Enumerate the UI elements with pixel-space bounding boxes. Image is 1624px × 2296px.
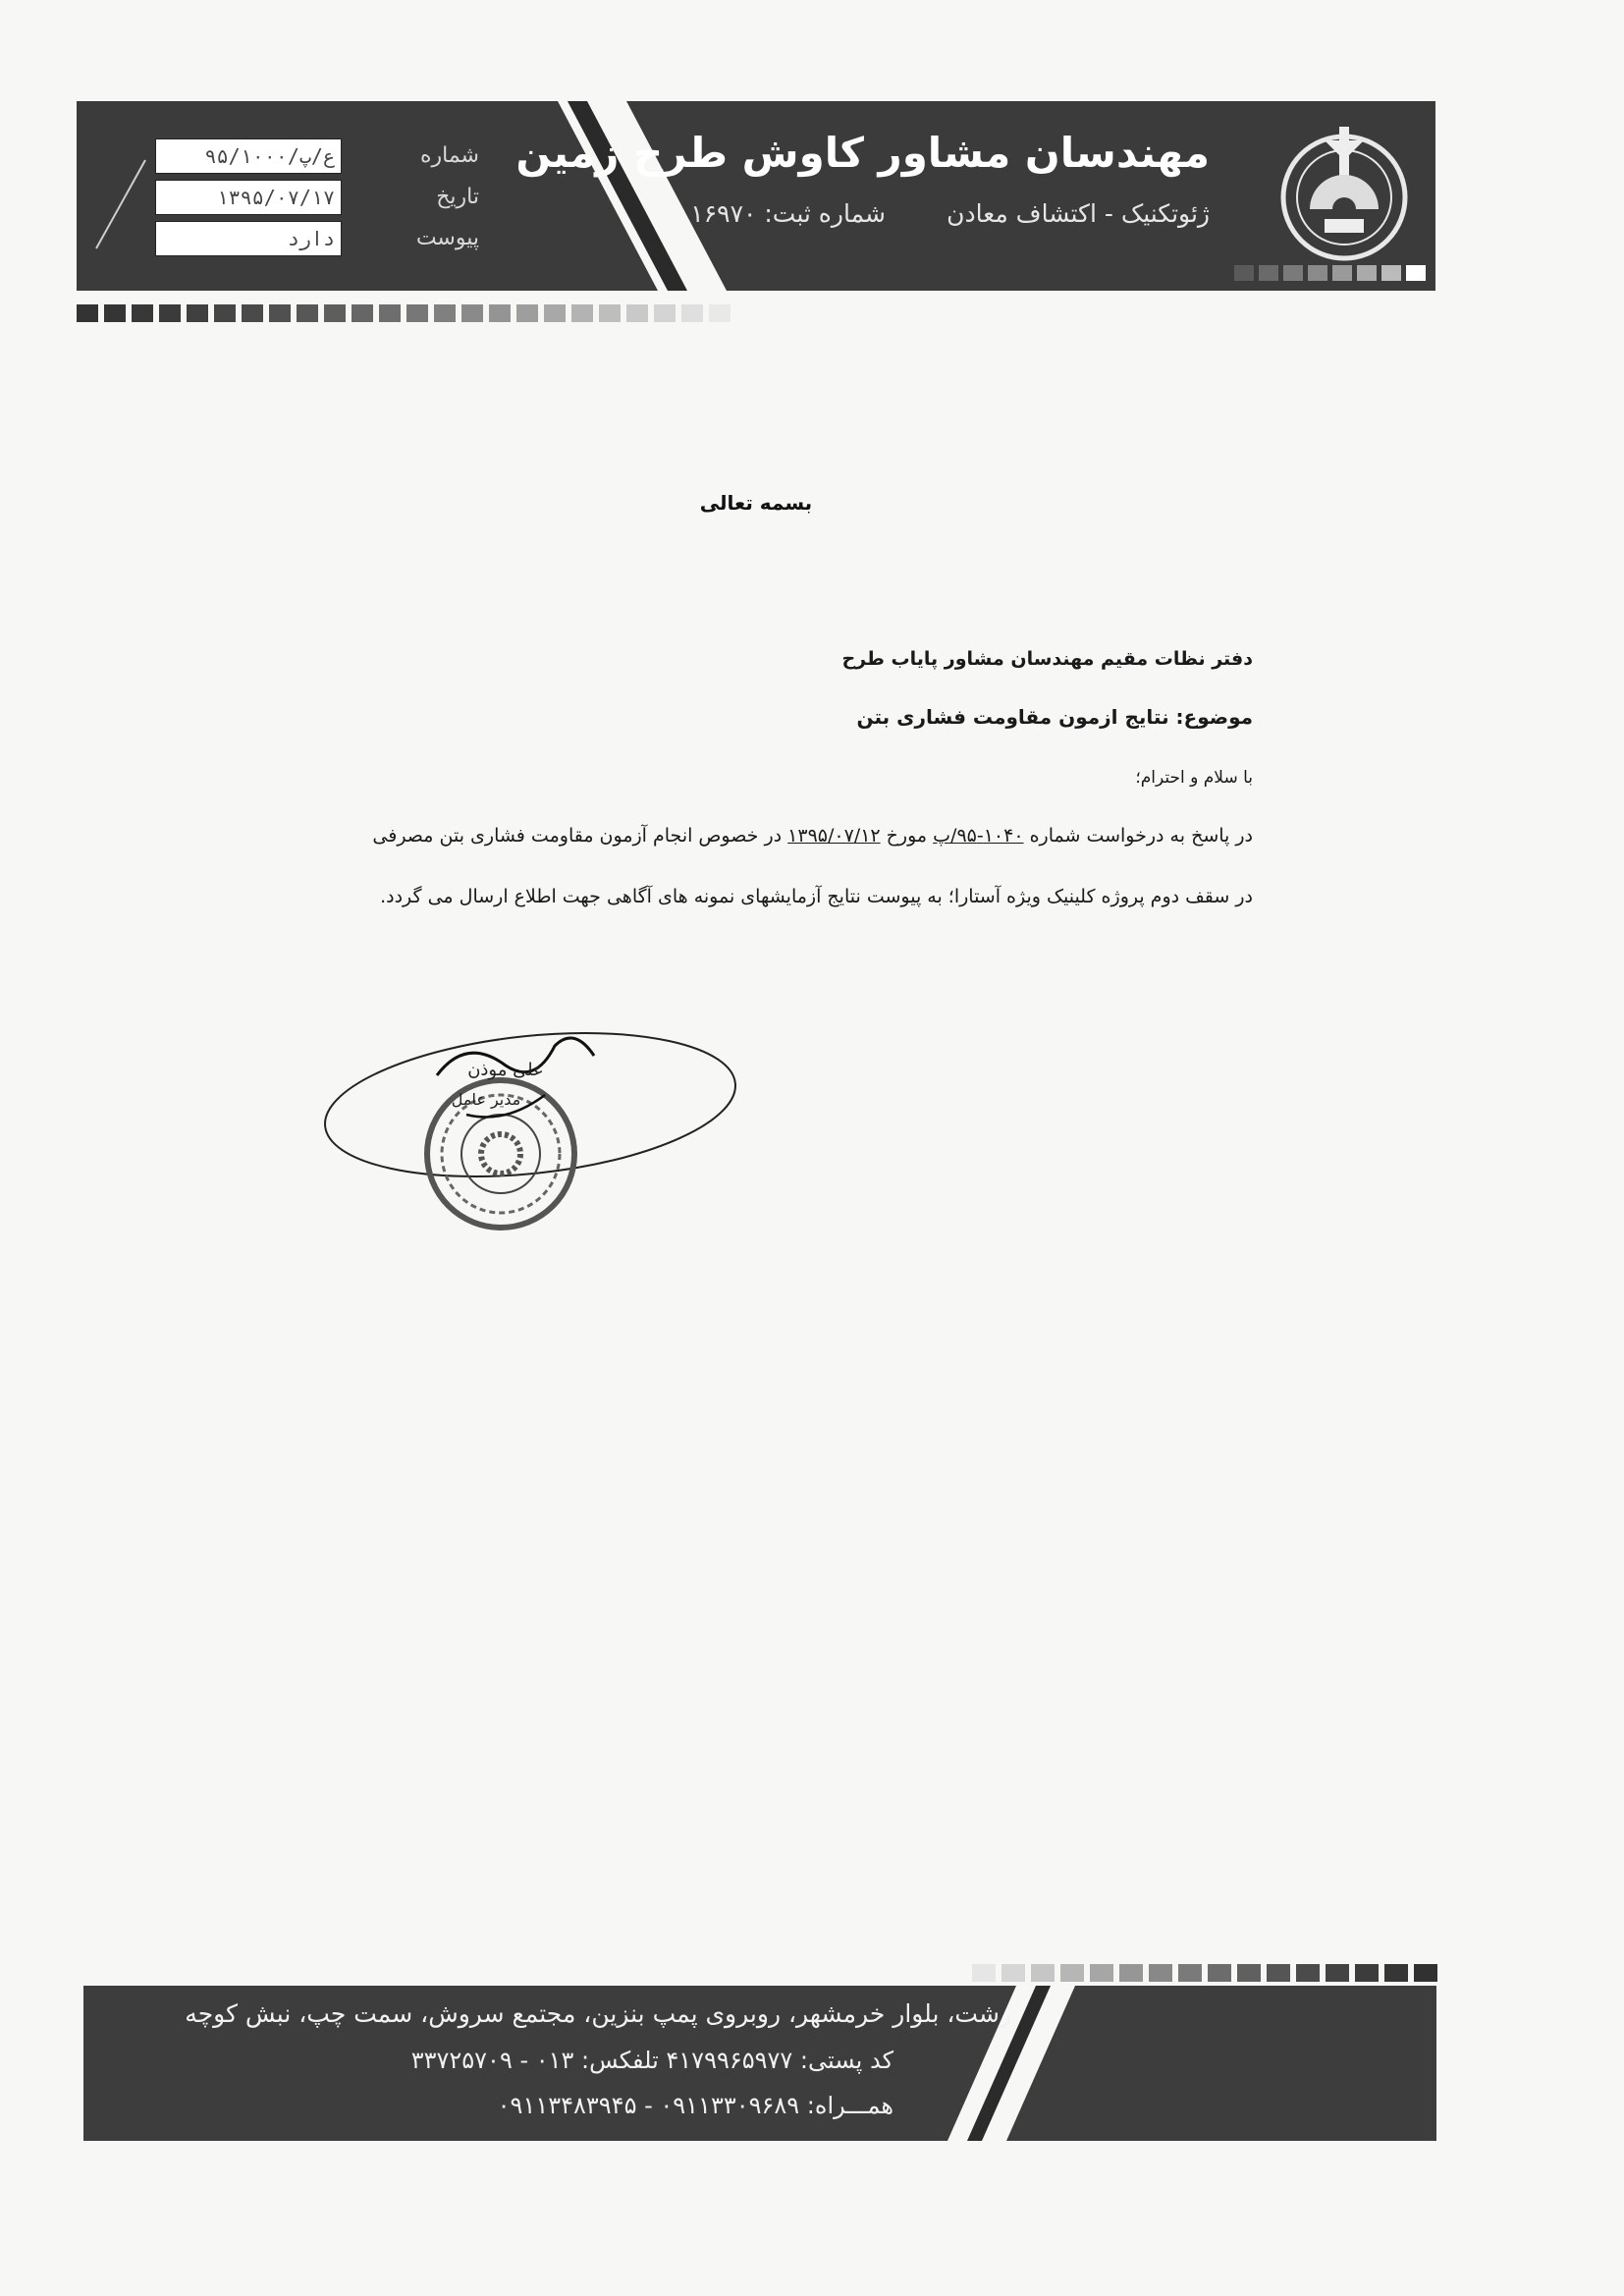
letter-date-label: تاریخ [436,185,479,209]
body-text: در خصوص انجام آزمون مقاومت فشاری بتن مصرفی [372,825,783,847]
letter-attachment-field: دارد [155,221,342,256]
header-square-pattern [1234,265,1426,281]
reference-number: ۱۰۴۰-۹۵/پ [933,825,1024,847]
footer-mobile: همـــراه: ۰۹۱۱۳۳۰۹۶۸۹ - ۰۹۱۱۳۴۸۳۹۴۵ [497,2092,893,2119]
letter-number-label: شماره [419,143,479,168]
company-logo-icon [1271,121,1418,268]
letter-date-row [155,180,479,219]
reference-date: ۱۳۹۵/۰۷/۱۲ [787,825,881,847]
company-subtitle: ژئوتکنیک - اکتشاف معادن [947,199,1210,228]
footer-bar [83,1986,1436,2141]
body-text: در پاسخ به درخواست شماره [1029,825,1253,847]
signatory-title: مدیر عامل [451,1090,521,1109]
company-stamp-icon [319,1007,741,1232]
letter-attachment-row [155,221,479,260]
footer-address: رشت، بلوار خرمشهر، روبروی پمپ بنزین، مجتمع سروش، سمت چپ، نبش کوچه [185,1999,1011,2028]
letter-attachment-label: پیوست [415,226,479,250]
letter-meta-fields [155,138,518,291]
letter-number-row [155,138,479,178]
invocation: بسمه تعالی [699,491,813,515]
body-text: مورخ [886,825,928,847]
letter-number-field: ۹۵/۱۰۰۰/ع/پ [155,138,342,174]
recipient: دفتر نظات مقیم مهندسان مشاور پایاب طرح [841,648,1253,670]
body-line-1 [372,825,1253,847]
subject: موضوع: نتایج ازمون مقاومت فشاری بتن [856,705,1253,729]
company-name: مهندسان مشاور کاوش طرح زمین [515,129,1210,177]
letterhead [77,101,1435,291]
greeting: با سلام و احترام؛ [1135,768,1253,788]
footer-postal-fax: کد پستی: ۴۱۷۹۹۶۵۹۷۷ تلفکس: ۰۱۳ - ۳۳۷۲۵۷۰۹ [410,2047,893,2074]
letter-date-field: ۱۳۹۵/۰۷/۱۷ [155,180,342,215]
registration-number: شماره ثبت: ۱۶۹۷۰ [690,199,886,228]
footer-square-pattern [972,1964,1437,1984]
body-line-2: در سقف دوم پروژه کلینیک ویژه آستارا؛ به پیوست نتایج آزمایشهای نمونه های آگاهی جهت اطلاع ارسال می گردد. [380,886,1253,907]
header-underline-pattern [77,304,731,324]
signatory-name: علی موذن [467,1060,544,1080]
